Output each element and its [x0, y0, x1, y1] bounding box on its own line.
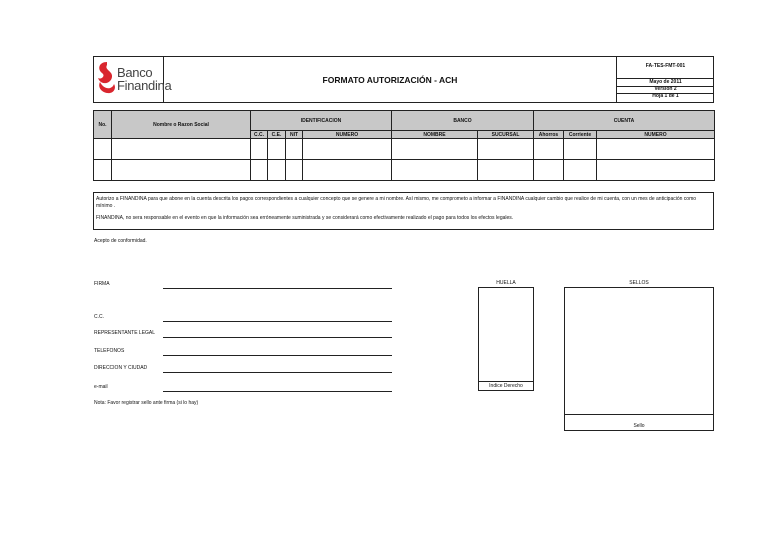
- telefonos-field[interactable]: [163, 355, 392, 356]
- authorization-paragraph-1: Autorizo a FINANDINA para que abone en la cuenta descrita los pagos correspondientes a cualquier concepto que se genere a mi nombre. Así mismo, me comprometo a informar a FINANDINA cualquier cambio que realice de mi cuenta, con un mes de anticipación como mínimo .: [96, 196, 697, 209]
- authorization-box: [93, 192, 714, 230]
- col-header-sucursal: SUCURSAL: [478, 131, 534, 139]
- telefonos-label: TELEFONOS: [94, 348, 125, 354]
- bank-logo: [95, 58, 172, 100]
- col-header-nit: NIT: [286, 131, 303, 139]
- logo-text-banco: Banco: [117, 65, 153, 80]
- huella-box[interactable]: [478, 287, 534, 391]
- cc-field[interactable]: [163, 321, 392, 322]
- cc-label: C.C.: [94, 314, 104, 320]
- col-header-no: No.: [94, 111, 112, 139]
- page-title: FORMATO AUTORIZACIÓN - ACH: [322, 74, 458, 85]
- email-field[interactable]: [163, 391, 392, 392]
- col-header-corriente: Corriente: [564, 131, 597, 139]
- col-header-nombre: Nombre o Razon Social: [112, 111, 251, 139]
- direccion-label: DIRECCION Y CIUDAD: [94, 365, 148, 371]
- table-row[interactable]: [94, 139, 715, 160]
- col-header-ahorros: Ahorros: [534, 131, 564, 139]
- col-header-nombre-banco: NOMBRE: [392, 131, 478, 139]
- sellos-label: SELLOS: [629, 280, 649, 286]
- col-group-banco: BANCO: [392, 111, 534, 131]
- beneficiary-table: [93, 110, 715, 181]
- firma-field[interactable]: [163, 288, 392, 289]
- nota-text: Nota: Favor registrar sello ante firma (si lo hay): [94, 400, 199, 406]
- huella-label: HUELLA: [496, 280, 516, 286]
- doc-code: FA-TES-FMT-001: [645, 63, 686, 69]
- acepto-label: Acepto de conformidad.: [94, 238, 147, 244]
- representante-label: REPRESENTANTE LEGAL: [94, 330, 156, 336]
- col-header-cc: C.C.: [251, 131, 268, 139]
- firma-label: FIRMA: [94, 281, 110, 287]
- doc-date: Mayo de 2011: [649, 79, 682, 85]
- representante-field[interactable]: [163, 337, 392, 338]
- col-header-ce: C.E.: [268, 131, 286, 139]
- col-header-numero-id: NUMERO: [303, 131, 392, 139]
- col-header-numero-cuenta: NUMERO: [597, 131, 715, 139]
- doc-version: Version 2: [654, 86, 677, 92]
- col-group-cuenta: CUENTA: [534, 111, 715, 131]
- sellos-box[interactable]: [564, 287, 714, 431]
- logo-text-finandina: Finandina: [117, 78, 172, 93]
- finandina-logo-icon: [95, 60, 117, 96]
- authorization-paragraph-2: FINANDINA, no sera responsable en el evento en que la información sea erróneamente suministrada y se considerará como efectivamente realizado el pago para todos los efectos legales.: [96, 215, 514, 221]
- doc-page: Hoja 1 de 1: [652, 93, 679, 99]
- email-label: e-mail: [94, 384, 108, 390]
- sello-label: Sello: [633, 423, 645, 429]
- col-group-identificacion: IDENTIFICACION: [251, 111, 392, 131]
- table-row[interactable]: [94, 160, 715, 181]
- direccion-field[interactable]: [163, 372, 392, 373]
- indice-label: Indice Derecho: [489, 383, 523, 389]
